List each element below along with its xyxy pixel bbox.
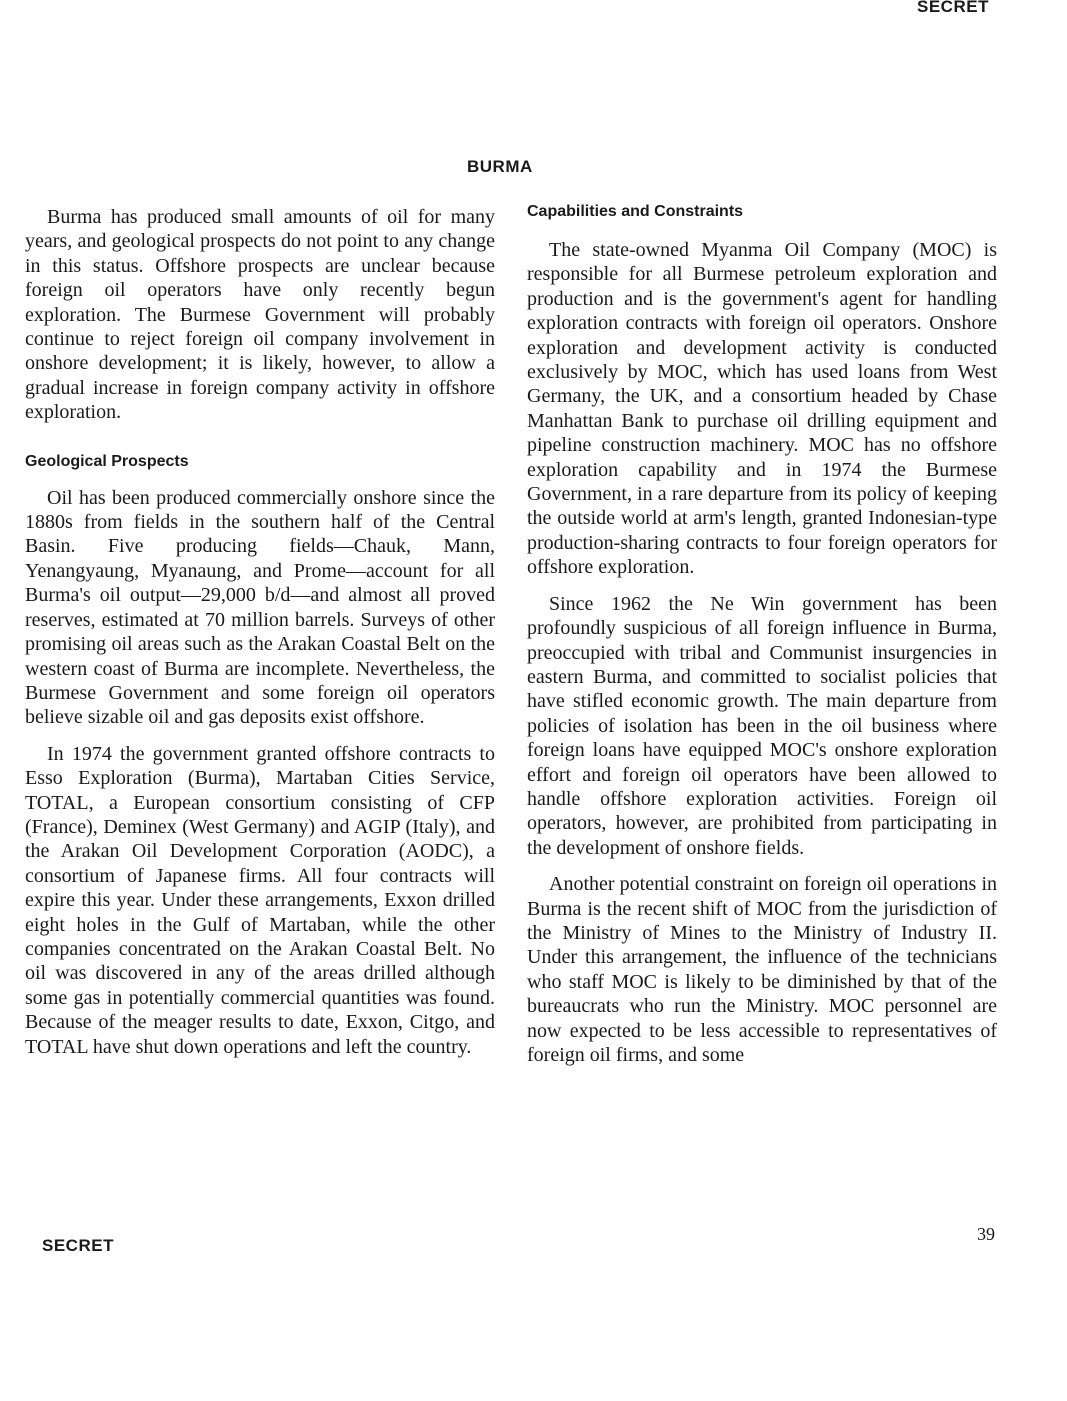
- right-column: [527, 202, 997, 1067]
- intro-paragraph: Burma has produced small amounts of oil for many years, and geological prospects do not point to any change in this status. Offshore prospects are unclear because foreign oil operators have only recently begun exploration. The Burmese Government will probably continue to reject foreign oil company involvement in onshore development; it is likely, however, to allow a gradual increase in foreign company activity in offshore exploration.: [25, 206, 495, 424]
- section-heading-geological-prospects: Geological Prospects: [25, 452, 189, 470]
- left-column: [25, 205, 495, 1059]
- page-number: 39: [977, 1224, 995, 1244]
- classification-footer: SECRET: [42, 1236, 114, 1255]
- body-paragraph: Another potential constraint on foreign oil operations in Burma is the recent shift of MOC from the jurisdiction of the Ministry of Mines to the Ministry of Industry II. Under this arrangement, the influence of the technicians who staff MOC is likely to be diminished by that of the bureaucrats who run the Ministry. MOC personnel are now expected to be less accessible to representatives of foreign oil firms, and some: [527, 873, 997, 1066]
- section-heading-capabilities-constraints: Capabilities and Constraints: [527, 203, 744, 220]
- classification-header: SECRET: [917, 0, 989, 16]
- body-paragraph: In 1974 the government granted offshore contracts to Esso Exploration (Burma), Martaban Cities Service, TOTAL, a European consortium consisting of CFP (France), Deminex (West Germany) and AGIP (Italy), and the Arakan Oil Development Corporation (AODC), a consortium of Japanese firms. All four contracts will expire this year. Under these arrangements, Exxon drilled eight holes in the Gulf of Martaban, while the other companies concentrated on the Arakan Coastal Belt. No oil was discovered in any of the areas drilled although some gas in potentially commercial quantities was found. Because of the meager results to date, Exxon, Citgo, and TOTAL have shut down operations and left the country.: [25, 742, 495, 1058]
- body-paragraph: The state-owned Myanma Oil Company (MOC) is responsible for all Burmese petroleum exploration and production and is the government's agent for handling exploration contracts with foreign oil operators. Onshore exploration and development activity is conducted exclusively by MOC, which has used loans from West Germany, the UK, and a consortium headed by Chase Manhattan Bank to purchase oil drilling equipment and pipeline construction machinery. MOC has no offshore exploration capability and in 1974 the Burmese Government, in a rare departure from its policy of keeping the outside world at arm's length, granted Indonesian-type production-sharing contracts to four foreign operators for offshore exploration.: [527, 239, 997, 579]
- body-paragraph: Since 1962 the Ne Win government has been profoundly suspicious of all foreign influence in Burma, preoccupied with tribal and Communist insurgencies in eastern Burma, and committed to socialist policies that have stifled economic growth. The main departure from policies of isolation has been in the oil business where foreign loans have equipped MOC's onshore exploration effort and foreign oil operators have been allowed to handle offshore exploration activities. Foreign oil operators, however, are prohibited from participating in the development of onshore fields.: [527, 592, 997, 859]
- page-title: BURMA: [467, 157, 533, 176]
- body-paragraph: Oil has been produced commercially onshore since the 1880s from fields in the southern half of the Central Basin. Five producing fields—Chauk, Mann, Yenangyaung, Myanaung, and Prome—account for all Burma's oil output—29,000 b/d—and almost all proved reserves, estimated at 70 million barrels. Surveys of other promising oil areas such as the Arakan Coastal Belt on the western coast of Burma are incomplete. Nevertheless, the Burmese Government and some foreign oil operators believe sizable oil and gas deposits exist offshore.: [25, 486, 495, 729]
